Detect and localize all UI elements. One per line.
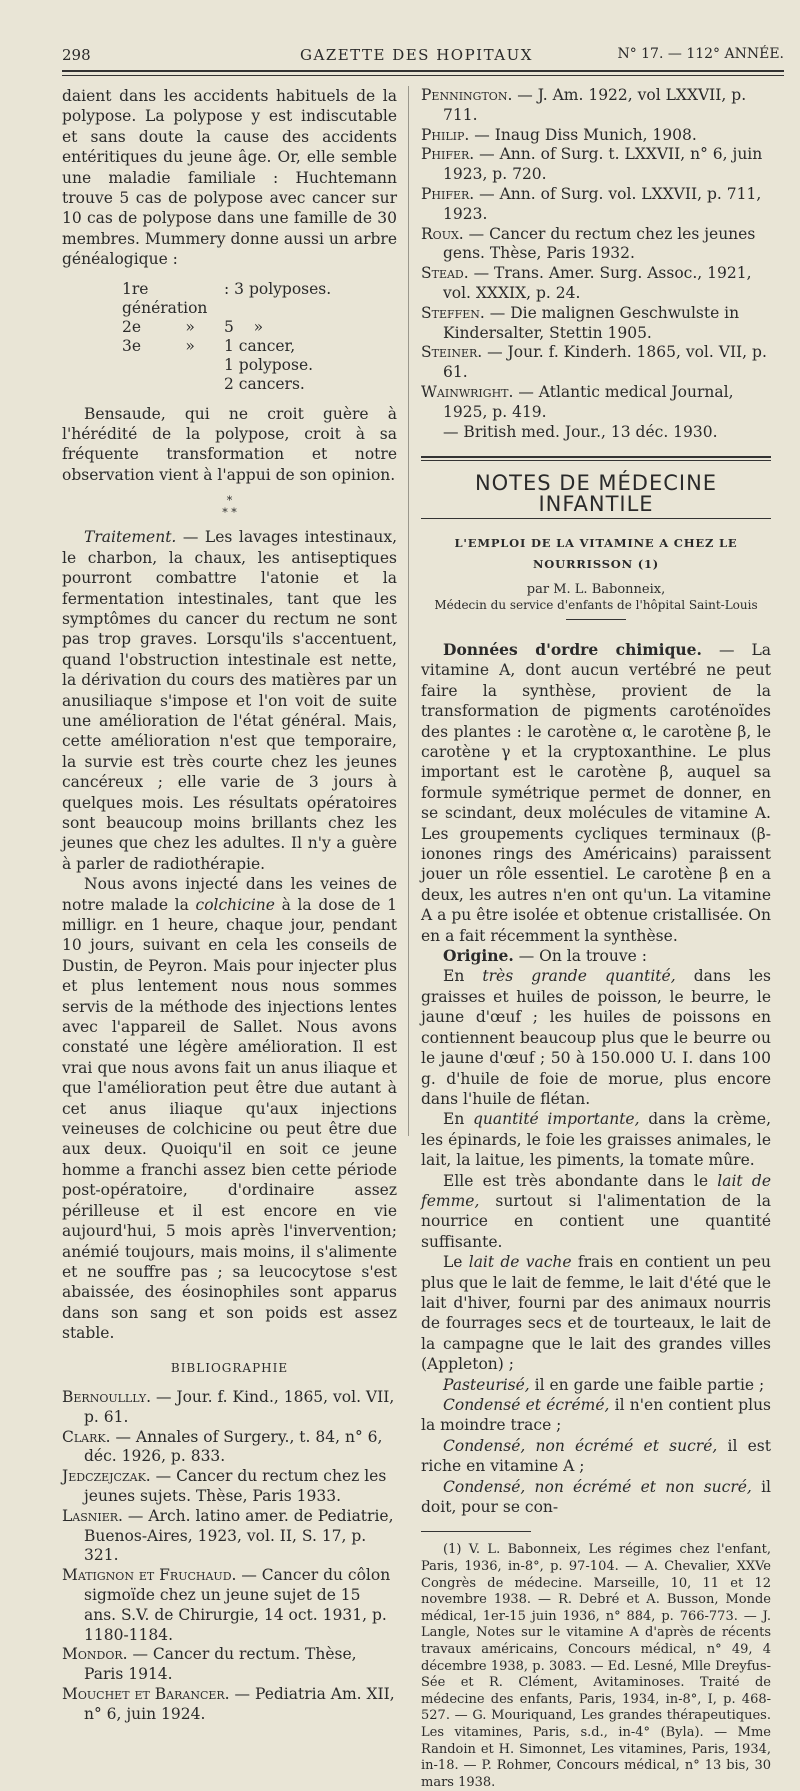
text-a: Le	[443, 1253, 469, 1272]
generation-value: 5 »	[224, 317, 264, 336]
colchicine-text-a: Nous avons injecté dans les veines de notre malade la	[62, 875, 397, 914]
bib-text: — British med. Jour., 13 déc. 1930.	[443, 422, 718, 441]
bib-text: — Inaug Diss Munich, 1908.	[469, 125, 697, 144]
condensed-skimmed-paragraph	[421, 1395, 771, 1436]
generation-label: 1re génération	[122, 279, 208, 317]
emphasis: très grande quantité,	[482, 967, 676, 986]
bib-text: — Atlantic medical Journal, 1925, p. 419.	[443, 382, 734, 421]
bib-text: — J. Am. 1922, vol LXXVII, p. 711.	[443, 86, 747, 124]
section-rule-bottom	[421, 518, 771, 519]
bibliography-entry	[62, 1428, 397, 1468]
bib-text: — Cancer du rectum chez les jeunes gens. Thèse, Paris 1932.	[443, 224, 756, 263]
chemistry-text: — La vitamine A, dont aucun vertébré ne peut faire la synthèse, provient de la transformation de pigments caroténoïdes des plantes : le carotène α, le carotène β, le carotène γ et la cryptoxanthine. Le plus important est le carotène β, auquel sa formule symétrique permet de donner, en se scindant, deux molécules de vitamine A. Les groupements cycliques terminaux (β-ionones rings des Américains) paraissent jouer un rôle essentiel. Le carotène β en a deux, les autres n'en ont qu'un. La vitamine A a pu être isolée et obtenue cristallisée. On en a fait récemment la synthèse.	[421, 640, 771, 945]
bibliography-list-left	[62, 1388, 397, 1725]
bib-author: Mouchet et Barancer.	[62, 1684, 230, 1703]
text-b: il en garde une faible partie ;	[529, 1375, 765, 1394]
bibliography-entry	[62, 1645, 397, 1685]
colchicine-paragraph	[62, 874, 397, 1343]
journal-title: GAZETTE DES HOPITAUX	[300, 46, 533, 64]
text-b: dans la crème, les épinards, le foie les graisses animales, le lait, la laitue, les piments, la tomate mûre.	[421, 1110, 771, 1170]
sources-important-paragraph	[421, 1109, 771, 1170]
genealogy-table	[122, 280, 397, 394]
generation-label	[122, 356, 220, 375]
colchicine-text-b: à la dose de 1 milligr. en 1 heure, chaque jour, pendant 10 jours, suivant en cela les conseils de Dustin, de Peyron. Mais pour injecter plus et plus lentement nous nous sommes servis de la méthode des injections lentes avec l'appareil de Sallet. Nous avons constaté une légère amélioration. Il est vrai que nous avons fait un anus iliaque et que l'amélioration peut être due autant à cet anus iliaque qu'aux injections veineuses de colchicine ou peut être due aux deux. Quoiqu'il en soit ce jeune homme a franchi assez bien cette période post-opératoire, d'ordinaire assez périlleuse et il est encore en vie aujourd'hui, 5 mois après l'invervention; anémié toujours, mais moins, il s'alimente et ne souffre pas ; sa leucocytose s'est abaissée, des éosinophiles sont apparus dans son sang et son poids est assez stable.	[62, 895, 397, 1343]
genealogy-row	[122, 280, 397, 318]
bibliography-entry	[62, 1566, 397, 1645]
bibliography-entry	[421, 383, 771, 423]
generation-value: 2 cancers.	[224, 374, 305, 393]
bib-text: — Ann. of Surg. t. LXXVII, n° 6, juin 1923, p. 720.	[443, 145, 763, 184]
text-a: En	[443, 1110, 473, 1129]
emphasis: quantité importante,	[473, 1110, 640, 1129]
cow-milk-paragraph	[421, 1252, 771, 1374]
bib-author: Philip.	[421, 125, 470, 144]
bib-text: — Pediatria Am. XII, n° 6, juin 1924.	[84, 1684, 395, 1723]
text-b: surtout si l'alimentation de la nourrice en contient une quantité suffisante.	[421, 1191, 771, 1251]
bib-author: Phifer.	[421, 184, 475, 203]
generation-label	[122, 375, 220, 394]
emphasis: Condensé et écrémé,	[443, 1396, 610, 1414]
bib-author: Roux.	[421, 224, 464, 243]
text-b: dans les graisses et huiles de poisson, le beurre, le jaune d'œuf ; les huiles de poissons en contiennent beaucoup plus que le beurre ou le jaune d'œuf ; 50 à 150.000 U. I. dans 100 g. d'huile de foie de morue, plus encore dans l'huile de flétan.	[421, 967, 771, 1108]
genealogy-row	[122, 356, 397, 375]
running-header	[62, 44, 784, 68]
left-column	[62, 86, 397, 1724]
bib-author: Mondor.	[62, 1645, 128, 1664]
bib-author: Matignon et Fruchaud.	[62, 1566, 237, 1585]
asterism-top: *	[226, 494, 233, 508]
genealogy-row	[122, 375, 397, 394]
genealogy-row	[122, 337, 397, 356]
origin-label: Origine.	[443, 946, 514, 966]
bib-author: Clark.	[62, 1427, 111, 1446]
emphasis: lait de femme,	[421, 1171, 772, 1210]
human-milk-paragraph	[421, 1171, 771, 1253]
bibliography-entry	[62, 1467, 397, 1507]
treatment-paragraph	[62, 527, 397, 874]
article-title: L'EMPLOI DE LA VITAMINE A CHEZ LE NOURRISSON (1)	[454, 536, 738, 571]
bibliography-entry	[421, 264, 771, 304]
bib-author: Wainwright.	[421, 382, 514, 401]
bibliography-entry	[421, 304, 771, 344]
bib-text: — Cancer du rectum chez les jeunes sujets. Thèse, Paris 1933.	[84, 1467, 387, 1505]
emphasis: Condensé, non écrémé et non sucré,	[443, 1477, 752, 1496]
emphasis: Pasteurisé,	[443, 1375, 530, 1394]
bibliography-entry	[421, 225, 771, 265]
bib-author: Phifer.	[421, 145, 475, 164]
chemistry-label: Données d'ordre chimique.	[443, 639, 702, 659]
generation-value: 1 polypose.	[224, 355, 314, 374]
text-b: il n'en contient plus la moindre trace ;	[421, 1396, 772, 1435]
bib-text: — Die malignen Geschwulste in Kindersalter, Stettin 1905.	[443, 303, 740, 342]
article-byline: par M. L. Babonneix,	[526, 581, 666, 597]
bibliography-entry	[62, 1685, 397, 1725]
pasteurized-paragraph	[421, 1375, 771, 1395]
treatment-label: Traitement.	[84, 528, 177, 547]
text-b: il est riche en vitamine A ;	[421, 1436, 771, 1476]
origin-text: — On la trouve :	[513, 947, 647, 966]
condensed-sweetened-paragraph	[421, 1436, 771, 1477]
emphasis: Condensé, non écrémé et sucré,	[443, 1436, 718, 1455]
text-a: En	[443, 967, 483, 986]
bibliography-entry	[421, 423, 771, 443]
bib-text: — Jour. f. Kind., 1865, vol. VII, p. 61.	[84, 1387, 395, 1426]
column-divider	[408, 86, 409, 1136]
bibliography-entry	[421, 343, 771, 383]
bib-author: Lasnier.	[62, 1506, 123, 1525]
bib-text: — Cancer du rectum. Thèse, Paris 1914.	[84, 1645, 357, 1684]
generation-label: 2e »	[122, 317, 195, 336]
bib-author: Bernoullly.	[62, 1387, 152, 1406]
origin-paragraph	[421, 946, 771, 966]
intro-paragraph: daient dans les accidents habituels de la polypose. La polypose y est indiscutable et sans doute la cause des accidents entéritiques du jeune âge. Or, elle semble une maladie familiale : Huchtemann trouve 5 cas de polypose avec cancer sur 10 cas de polypose dans une famille de 30 membres. Mummery donne aussi un arbre généalogique :	[62, 87, 397, 269]
bensaude-paragraph: Bensaude, qui ne croit guère à l'hérédité de la polypose, croit à sa fréquente transformation et notre observation vient à l'appui de son opinion.	[62, 404, 397, 484]
bibliography-entry	[421, 185, 771, 225]
bib-author: Steiner.	[421, 343, 483, 362]
footnote-rule	[421, 1531, 531, 1532]
bib-text: — Ann. of Surg. vol. LXXVII, p. 711, 1923.	[443, 184, 762, 223]
issue-number: N° 17. — 112° ANNÉE.	[617, 46, 784, 62]
generation-value: : 3 polyposes.	[224, 279, 332, 298]
section-rule-top	[421, 456, 771, 461]
emphasis: lait de vache	[468, 1253, 572, 1272]
right-column	[421, 86, 771, 1791]
bibliography-heading: BIBLIOGRAPHIE	[170, 1360, 289, 1375]
bib-text: — Arch. latino amer. de Pediatrie, Buenos-Aires, 1923, vol. II, S. 17, p. 321.	[84, 1506, 394, 1565]
header-rule	[62, 70, 784, 76]
asterism	[62, 495, 397, 519]
colchicine-term: colchicine	[195, 895, 275, 914]
bibliography-list-right	[421, 86, 771, 442]
page-number: 298	[62, 46, 91, 64]
text-b: il doit, pour se con-	[421, 1477, 771, 1517]
short-divider	[566, 619, 626, 620]
bibliography-entry	[62, 1507, 397, 1566]
treatment-text: — Les lavages intestinaux, le charbon, la chaux, les antiseptiques pourront combattre l'atonie et la fermentation intestinales, tant que les symptômes du cancer du rectum ne sont pas trop graves. Lorsqu'ils s'accentuent, quand l'obstruction intestinale est nette, la dérivation du cours des matières par un anusiliaque s'impose et l'on voit de suite une amélioration de l'état général. Mais, cette amélioration n'est que temporaire, la survie est très courte chez les jeunes cancéreux ; elle varie de 3 jours à quelques mois. Les résultats opératoires sont beaucoup moins brillants chez les jeunes que chez les adultes. Il n'y a guère à parler de radiothérapie.	[62, 528, 397, 873]
bibliography-entry	[421, 126, 771, 146]
sources-fish-paragraph	[421, 966, 771, 1109]
section-title: NOTES DE MÉDECINE INFANTILE	[474, 471, 718, 516]
footnote: (1) V. L. Babonneix, Les régimes chez l'enfant, Paris, 1936, in-8°, p. 97-104. — A. Chevalier, XXVe Congrès de médecine. Marseille, 10, 11 et 12 novembre 1938. — R. Debré et A. Busson, Monde médical, 1er-15 juin 1936, n° 884, p. 766-773. — J. Langle, Notes sur le vitamine A d'après de récents travaux américains, Concours médical, n° 49, 4 décembre 1938, p. 3083. — Ed. Lesné, Mlle Dreyfus-Sée et R. Clément, Avitaminoses. Traité de médecine des enfants, Paris, 1934, in-8°, I, p. 468-527. — G. Mouriquand, Les grandes thérapeutiques. Les vitamines, Paris, s.d., in-4° (Byla). — Mme Randoin et H. Simonnet, Les vitamines, Paris, 1934, in-18. — P. Rohmer, Concours médical, n° 13 bis, 30 mars 1938.	[421, 1542, 771, 1790]
generation-label: 3e »	[122, 336, 195, 355]
bib-text: — Trans. Amer. Surg. Assoc., 1921, vol. XXXIX, p. 24.	[443, 264, 752, 302]
chemistry-paragraph	[421, 640, 771, 946]
text-a: Elle est très abondante dans le	[443, 1171, 718, 1190]
article-affiliation: Médecin du service d'enfants de l'hôpital Saint-Louis	[434, 597, 758, 612]
bib-text: — Cancer du côlon sigmoïde chez un jeune sujet de 15 ans. S.V. de Chirurgie, 14 oct. 1931, p. 1180-1184.	[84, 1566, 391, 1644]
bib-text: — Jour. f. Kinderh. 1865, vol. VII, p. 61.	[443, 343, 767, 382]
bibliography-entry	[62, 1388, 397, 1428]
bib-author: Pennington.	[421, 86, 513, 104]
bib-text: — Annales of Surgery., t. 84, n° 6, déc. 1926, p. 833.	[84, 1427, 383, 1466]
generation-value: 1 cancer,	[224, 336, 296, 355]
bibliography-entry	[421, 86, 771, 126]
condensed-unsweetened-paragraph	[421, 1477, 771, 1518]
bib-author: Steffen.	[421, 303, 485, 322]
bib-author: Jedczejczak.	[62, 1467, 151, 1486]
bibliography-entry	[421, 145, 771, 185]
text-b: frais en contient un peu plus que le lait de femme, le lait d'été que le lait d'hiver, fourni par des animaux nourris de fourrages secs et de tourteaux, le lait de la campagne que le lait des grandes villes (Appleton) ;	[421, 1253, 771, 1374]
bib-author: Stead.	[421, 264, 469, 283]
asterism-bottom: * *	[222, 506, 237, 520]
genealogy-row	[122, 318, 397, 337]
